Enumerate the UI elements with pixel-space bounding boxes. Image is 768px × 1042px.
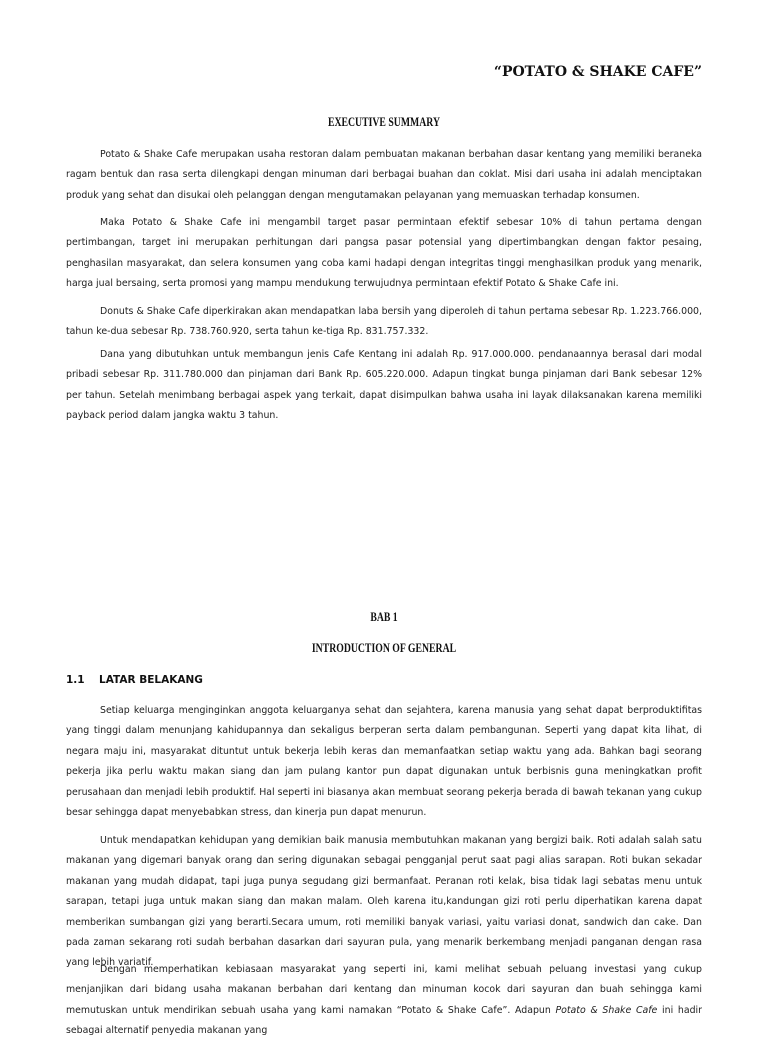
summary-paragraph-text: Dana yang dibutuhkan untuk membangun jenis Cafe Kentang ini adalah Rp. 917.000.000. pendanaannya berasal dari modal pribadi sebesar Rp. 311.780.000 dan pinjaman dari Bank Rp. 605.220.000. Adapun tingkat bunga pinjaman dari Bank sebesar 12% per tahun. Setelah menimbang berbagai aspek yang terkait, dapat disimpulkan bahwa usaha ini layak dilaksanakan karena memiliki payback period dalam jangka waktu 3 tahun. [66, 349, 702, 422]
last-paragraph-text: Dengan memperhatikan kebiasaan masyarakat yang seperti ini, kami melihat sebuah peluang investasi yang cukup menjanjikan dari bidang usaha makanan berbahan dari kentang dan minuman kocok dari sayuran dan buah sehingga kami memutuskan untuk mendirikan sebuah usaha yang kami namakan “Potato & Shake Cafe”. Adapun [66, 964, 702, 1016]
summary-paragraph-text: Maka Potato & Shake Cafe ini mengambil target pasar permintaan efektif sebesar 10% di tahun pertama dengan pertimbangan, target ini merupakan perhitungan dari pangsa pasar potensial yang dipertimbangkan dengan faktor pesaing, penghasilan masyarakat, dan selera konsumen yang coba kami hadapi dengan integritas tinggi menghasilkan produk yang menarik, harga jual bersaing, serta promosi yang mampu mendukung terwujudnya permintaan efektif Potato & Shake Cafe ini. [66, 217, 702, 290]
cafe-name-italic: Potato & Shake Cafe [555, 1004, 658, 1016]
body-paragraph-text: Setiap keluarga menginginkan anggota keluarganya sehat dan sejahtera, karena manusia yang sehat dapat berproduktifitas yang tinggi dalam menunjang kahidupannya dan sekaligus berperan serta dalam pembangunan. Seperti yang dapat kita lihat, di negara maju ini, masyarakat dituntut untuk bekerja lebih keras dan memanfaatkan setiap waktu yang ada. Bahkan bagi seorang pekerja jika perlu waktu makan siang dan jam pulang kantor pun dapat digunakan untuk berbisnis guna meningkatkan profit perusahaan dan menjadi lebih produktif. Hal seperti ini biasanya akan membuat seorang pekerja berada di bawah tekanan yang cukup besar sehingga dapat menyebabkan stress, dan kinerja pun dapat menurun. [66, 705, 702, 819]
last-paragraph-text-end: ini hadir sebagai alternatif penyedia makanan yang [66, 1004, 702, 1037]
summary-paragraph [66, 345, 702, 427]
chapter-title: INTRODUCTION OF GENERAL [311, 641, 457, 655]
document-title: “POTATO & SHAKE CAFE” [493, 64, 702, 80]
executive-summary-heading: EXECUTIVE SUMMARY [327, 115, 441, 129]
body-paragraph [66, 831, 702, 974]
body-paragraph [66, 960, 702, 1042]
summary-paragraph [66, 302, 702, 343]
summary-paragraph-text: Potato & Shake Cafe merupakan usaha restoran dalam pembuatan makanan berbahan dasar kentang yang memiliki beraneka ragam bentuk dan rasa serta dilengkapi dengan minuman dari berbagai buahan dan coklat. Misi dari usaha ini adalah menciptakan produk yang sehat dan disukai oleh pelanggan dengan mengutamakan pelayanan yang memuaskan terhadap konsumen. [66, 149, 702, 201]
section-heading [66, 674, 203, 686]
body-paragraph [66, 701, 702, 823]
body-paragraph-text: Untuk mendapatkan kehidupan yang demikian baik manusia membutuhkan makanan yang bergizi baik. Roti adalah salah satu makanan yang digemari banyak orang dan sering digunakan sebagai pengganjal perut saat pagi alias sarapan. Roti bukan sekadar makanan yang mudah didapat, tapi juga punya segudang gizi bermanfaat. Peranan roti kelak, bisa tidak lagi sebatas menu untuk sarapan, tetapi juga untuk makan siang dan makan malam. Oleh karena itu,kandungan gizi roti perlu diperhatikan karena dapat memberikan sumbangan gizi yang berarti.Secara umum, roti memiliki banyak variasi, yaitu variasi donat, sandwich dan cake. Dan pada zaman sekarang roti sudah berbahan dasarkan dari sayuran pula, yang menarik berkembang menjadi panganan dengan rasa yang lebih variatif. [66, 835, 702, 969]
section-title: LATAR BELAKANG [99, 674, 203, 686]
summary-paragraph-text: Donuts & Shake Cafe diperkirakan akan mendapatkan laba bersih yang diperoleh di tahun pertama sebesar Rp. 1.223.766.000, tahun ke-dua sebesar Rp. 738.760.920, serta tahun ke-tiga Rp. 831.757.332. [66, 306, 702, 338]
section-number: 1.1 [66, 674, 85, 686]
chapter-label: BAB 1 [370, 610, 398, 624]
summary-paragraph [66, 145, 702, 206]
summary-paragraph [66, 213, 702, 295]
